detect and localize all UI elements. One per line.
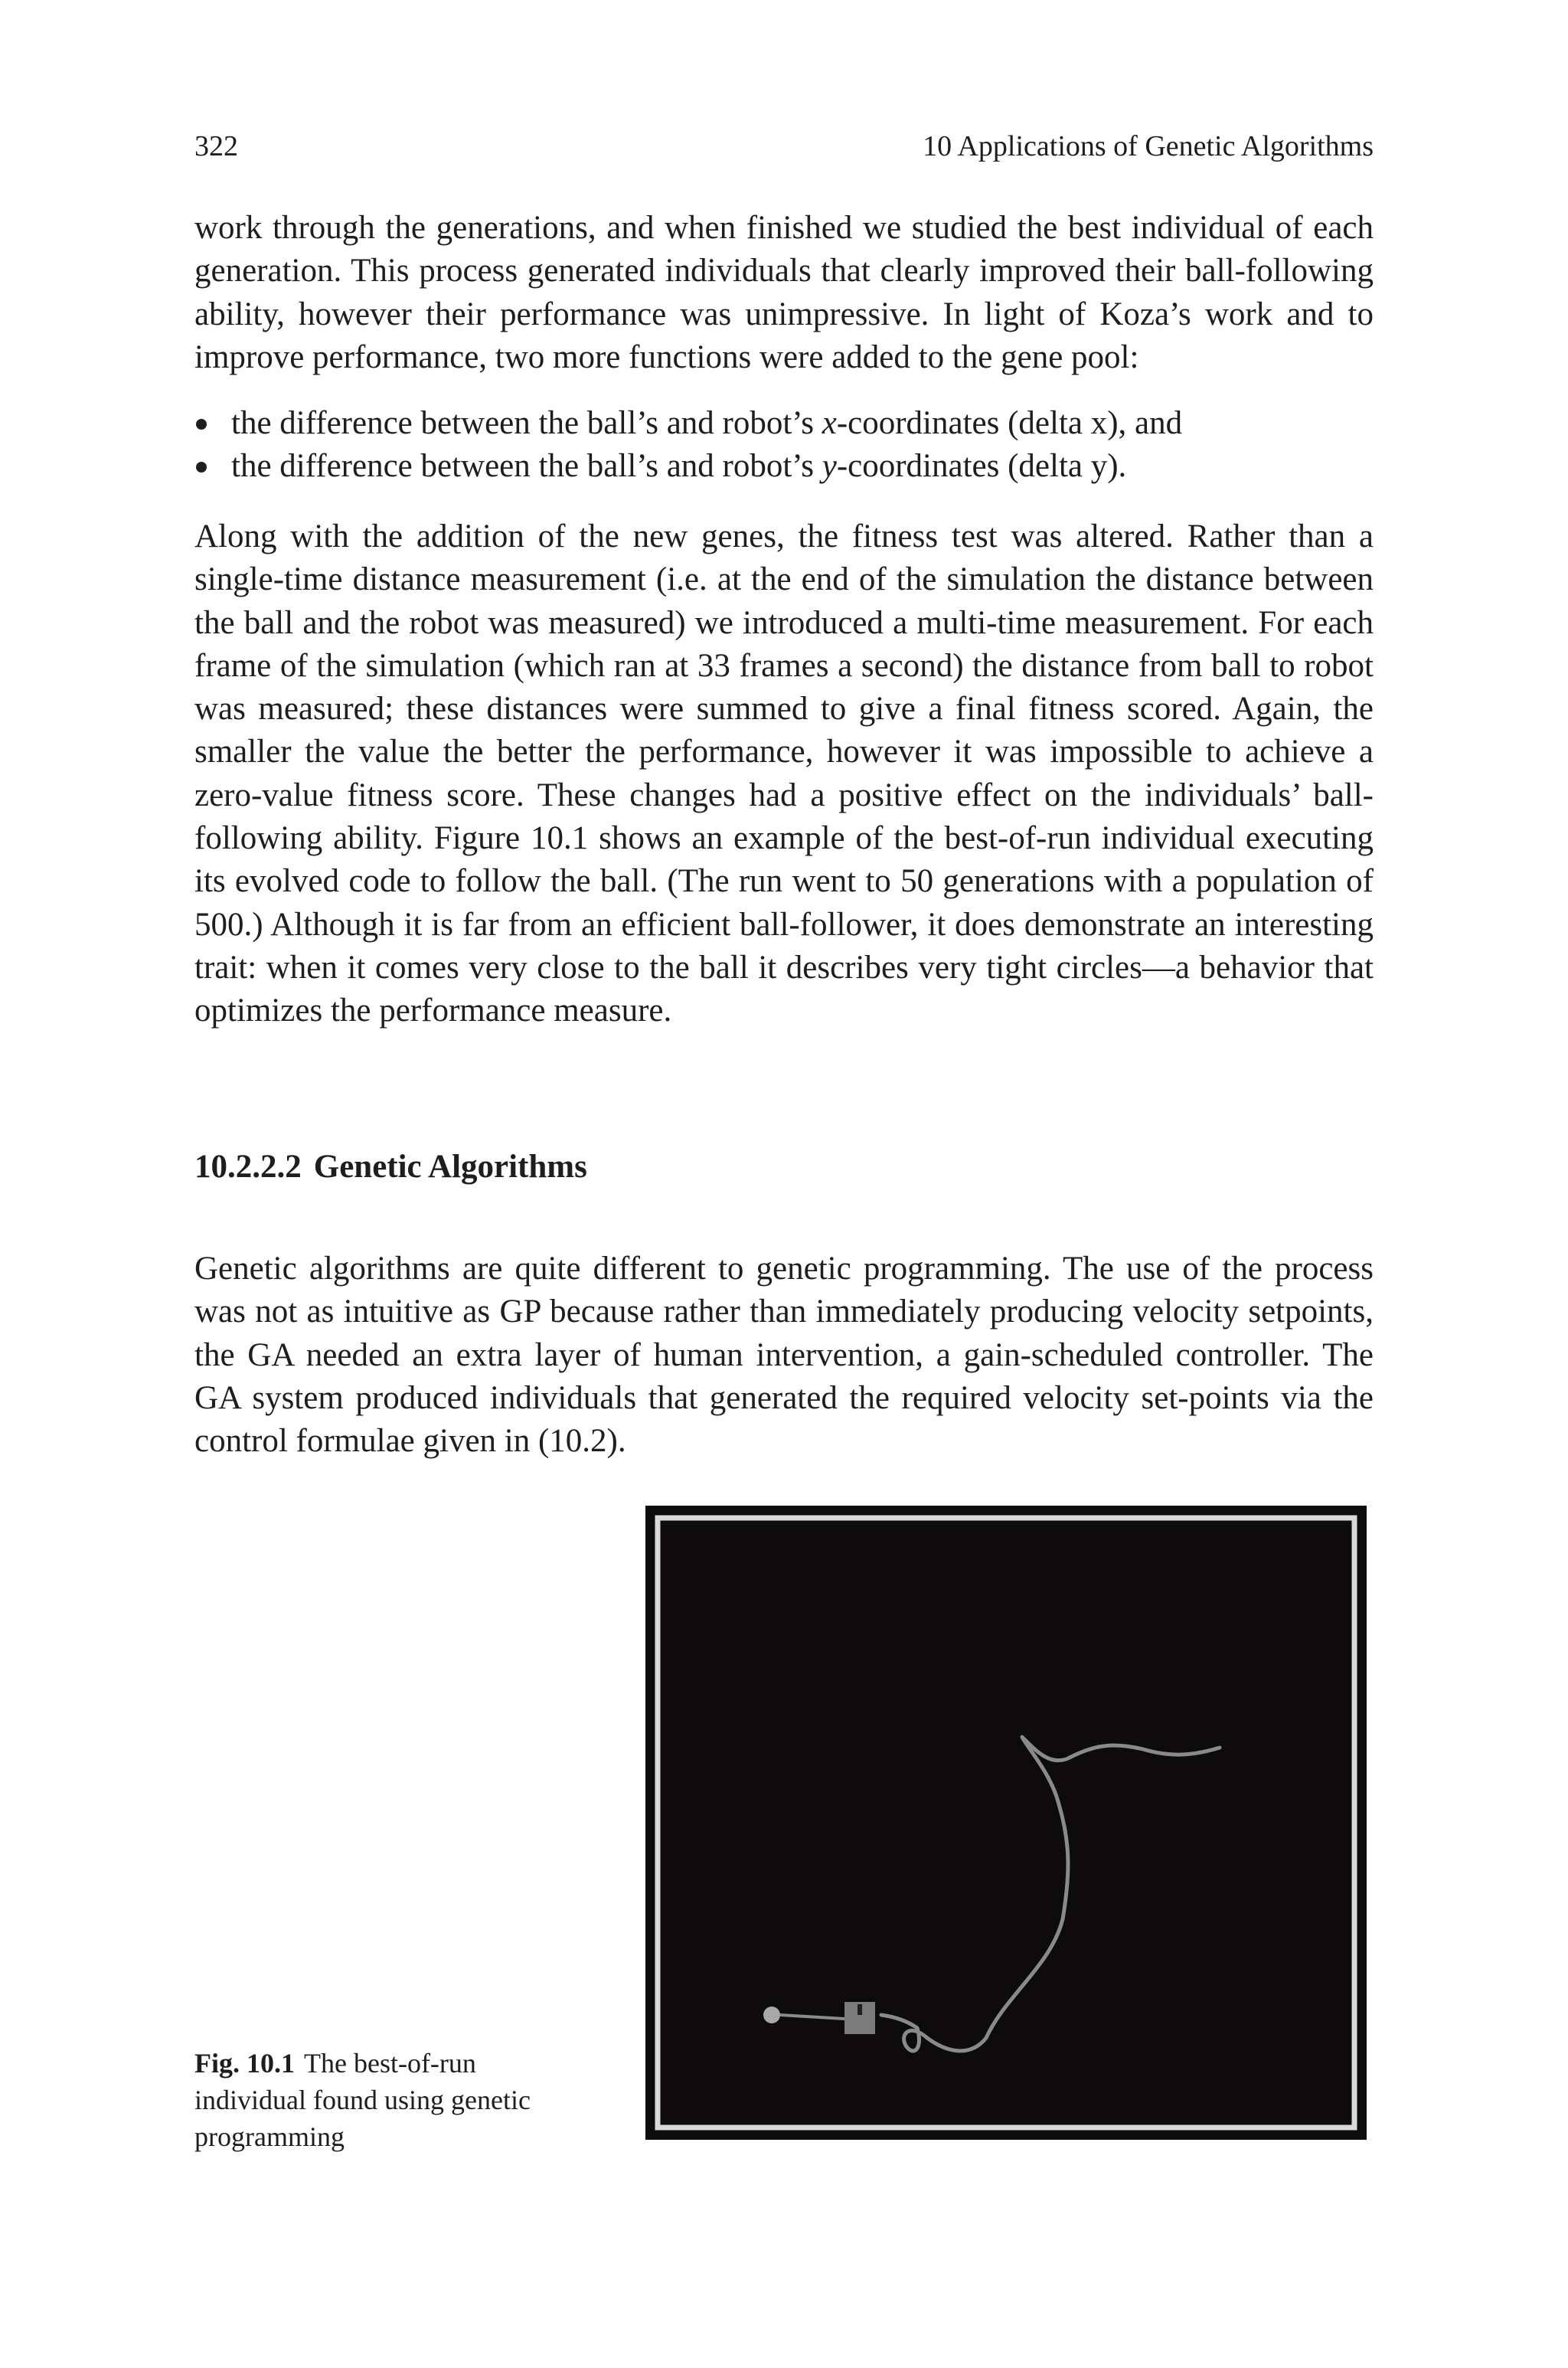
bullet-item-delta-y — [194, 445, 1374, 488]
section-body-paragraph: Genetic algorithms are quite different to genetic programming. The use of the process was not as intuitive as GP because rather than immediately producing velocity setpoints, the GA needed an extra layer of human intervention, a gain-scheduled controller. The GA system produced individuals that generated the required velocity set-points via the control formulae given in (10.2). — [194, 1251, 1374, 1460]
bullet-math-variable: x — [822, 405, 837, 441]
bullet-text-end: -coordinates (delta y). — [836, 448, 1127, 484]
bullet-math-variable: y — [822, 448, 837, 484]
chapter-title: 10 Applications of Genetic Algorithms — [923, 130, 1374, 162]
bullet-list — [194, 402, 1374, 488]
bullet-text-end: -coordinates (delta x), and — [836, 405, 1183, 441]
bullet-item-delta-x — [194, 402, 1374, 445]
simulation-background — [645, 1506, 1367, 2140]
robot-heading-mark — [858, 2004, 862, 2015]
simulation-figure — [645, 1506, 1367, 2140]
running-header — [194, 127, 1374, 165]
figure-label: Fig. 10.1 — [194, 2048, 295, 2079]
bullet-text-start: the difference between the ball’s and robot’s — [231, 448, 822, 484]
section-heading — [194, 1146, 587, 1189]
figure-10-1 — [645, 1506, 1367, 2140]
bullet-text-start: the difference between the ball’s and robot’s — [231, 405, 822, 441]
figure-caption-text: The best-of-run individual found using genetic programming — [194, 2048, 531, 2152]
ball-marker — [763, 2007, 780, 2023]
bullet-dot-icon — [196, 419, 207, 430]
body-paragraph-1: work through the generations, and when finished we studied the best individual of each generation. This process generated individuals that clearly improved their ball-following ability, however their performance was unimpressive. In light of Koza’s work and to improve performance, two more functions were added to the gene pool: — [194, 210, 1374, 375]
body-paragraph-2: Along with the addition of the new genes, the fitness test was altered. Rather than a single-time distance measurement (i.e. at the end of the simulation the distance between the ball and the robot was measured) we introduced a multi-time measurement. For each frame of the simulation (which ran at 33 frames a second) the distance from ball to robot was measured; these distances were summed to give a final fitness scored. Again, the smaller the value the better the performance, however it was impossible to achieve a zero-value fitness score. These changes had a positive effect on the individuals’ ball-following ability. Figure 10.1 shows an example of the best-of-run individual executing its evolved code to follow the ball. (The run went to 50 generations with a population of 500.) Although it is far from an efficient ball-follower, it does demonstrate an interesting trait: when it comes very close to the ball it describes very tight circles—a behavior that optimizes the performance measure. — [194, 518, 1374, 1029]
bullet-dot-icon — [196, 462, 207, 473]
section-number: 10.2.2.2 — [194, 1149, 302, 1185]
section-title: Genetic Algorithms — [313, 1149, 587, 1185]
page-number: 322 — [194, 130, 238, 162]
figure-caption — [194, 2045, 547, 2155]
